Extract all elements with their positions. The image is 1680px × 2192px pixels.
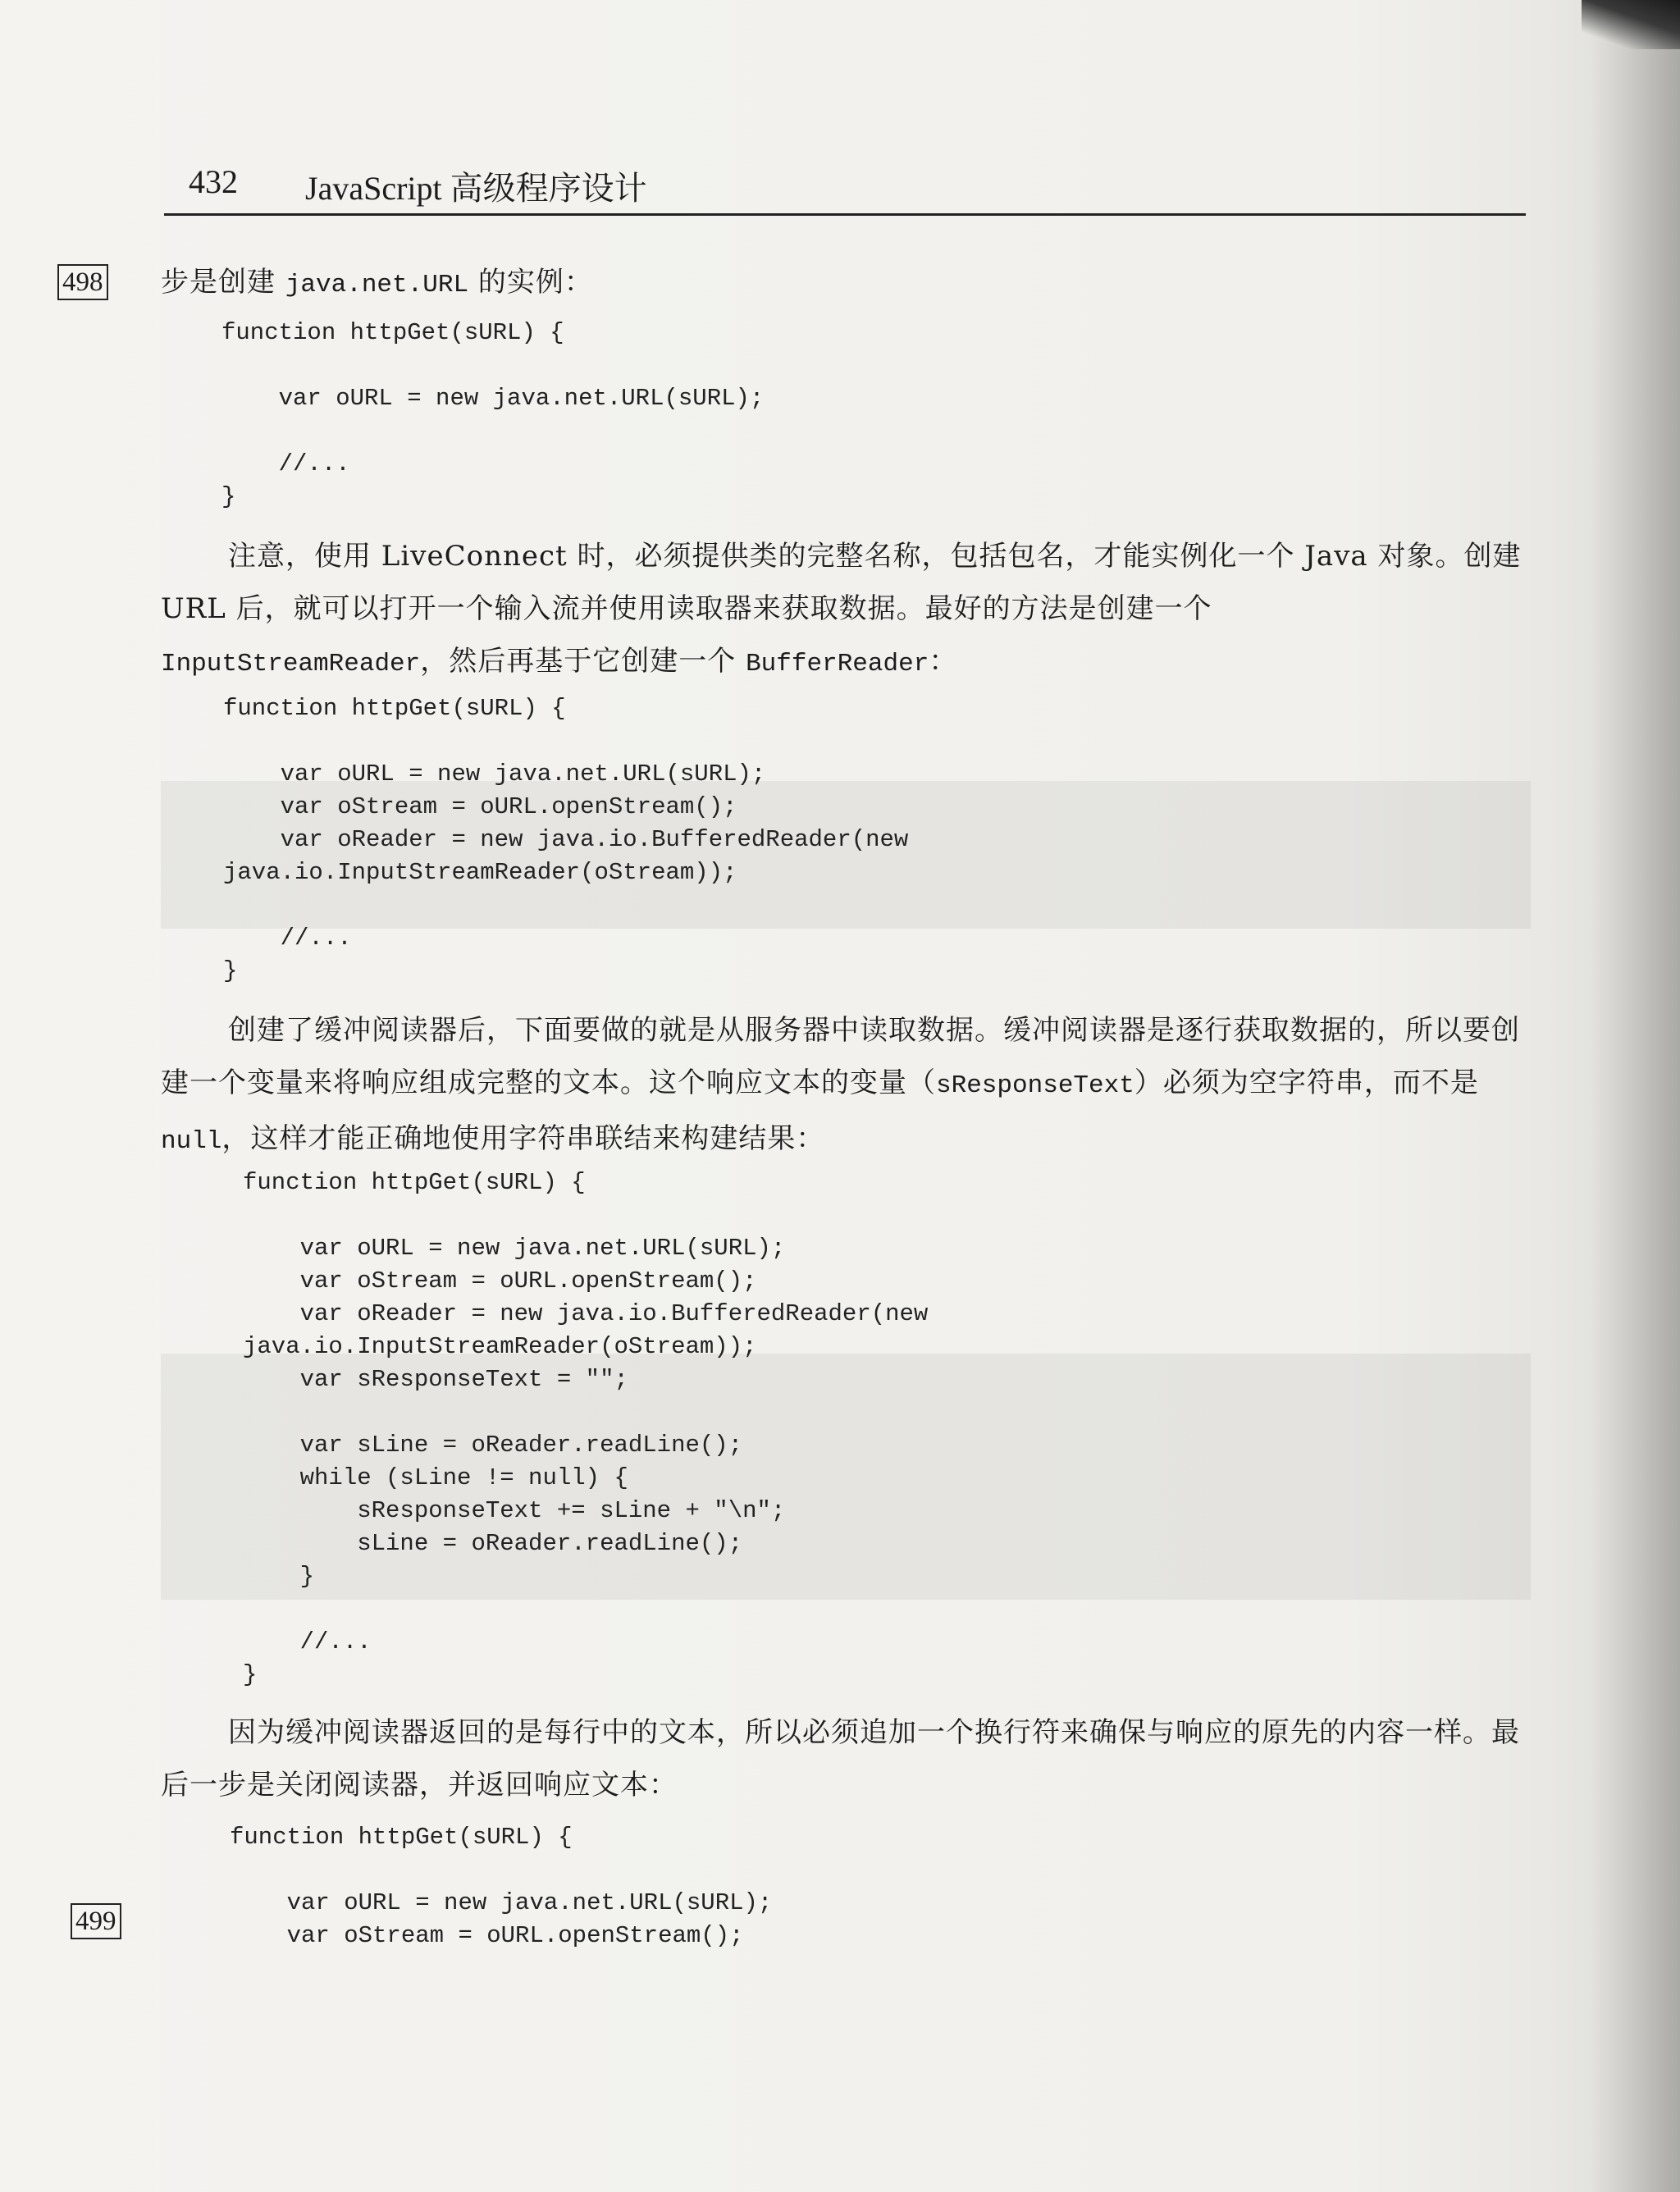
paragraph-text: ：: [929, 645, 958, 678]
margin-page-ref: 498: [57, 264, 108, 300]
paragraph-text: 因为缓冲阅读器返回的是每行中的文本，所以必须追加一个换行符来确保与响应的原先的内容一样。最后一步是关闭阅读器，并返回响应文本：: [161, 1716, 1520, 1802]
code-block: function httpGet(sURL) { var oURL = new java.net.URL(sURL); //... }: [221, 319, 765, 510]
margin-page-ref: 499: [71, 1903, 121, 1939]
paragraph-text: ）必须为空字符串，而不是: [1134, 1066, 1479, 1099]
inline-code: BufferReader: [746, 650, 929, 678]
page-corner-shadow: [1582, 0, 1680, 49]
book-title: JavaScript 高级程序设计: [305, 170, 647, 207]
paragraph: [161, 1004, 1531, 1168]
page-header: [164, 162, 1526, 216]
page-number: 432: [189, 163, 238, 200]
code-block: function httpGet(sURL) { var oURL = new java.net.URL(sURL); var oStream = oURL.openStream(); var oReader = new java.io.BufferedReader(new java.io.InputStreamReader(oStream)); var sResponseText = ""; var sLine = oReader.readLine(); while (sLine != null) { sResponseText += sLine + "\n"; sLine = oReader.readLine(); } //... }: [243, 1169, 929, 1688]
paragraph-text: ，这样才能正确地使用字符串联结来构建结果：: [221, 1122, 825, 1155]
paragraph-text: 步是创建: [161, 266, 285, 299]
paragraph-text: 的实例：: [468, 266, 593, 299]
paragraph: [161, 256, 1531, 312]
inline-code: null: [161, 1127, 222, 1156]
binding-shadow: [1590, 0, 1680, 2192]
paragraph-text: ，然后再基于它创建一个: [420, 645, 746, 678]
inline-code: sResponseText: [936, 1071, 1134, 1100]
inline-code: InputStreamReader: [161, 650, 421, 678]
paragraph: [161, 530, 1531, 691]
code-block: function httpGet(sURL) { var oURL = new java.net.URL(sURL); var oStream = oURL.openStream(); var oReader = new java.io.BufferedReader(new java.io.InputStreamReader(oStream)); //... }: [223, 695, 909, 984]
code-block: function httpGet(sURL) { var oURL = new java.net.URL(sURL); var oStream = oURL.openStream();: [230, 1824, 773, 1949]
paragraph: [161, 1706, 1531, 1811]
inline-code: java.net.URL: [285, 271, 469, 299]
paragraph-text: 注意，使用 LiveConnect 时，必须提供类的完整名称，包括包名，才能实例化一个 Java 对象。创建 URL 后，就可以打开一个输入流并使用读取器来获取数据。最好的方法是创建一个: [161, 540, 1522, 625]
paragraph-text: 创建了缓冲阅读器后，下面要做的就是从服务器中读取数据。缓冲阅读器是逐行获取数据的，所以要创建一个变量来将响应组成完整的文本。这个响应文本的变量（: [161, 1014, 1520, 1099]
